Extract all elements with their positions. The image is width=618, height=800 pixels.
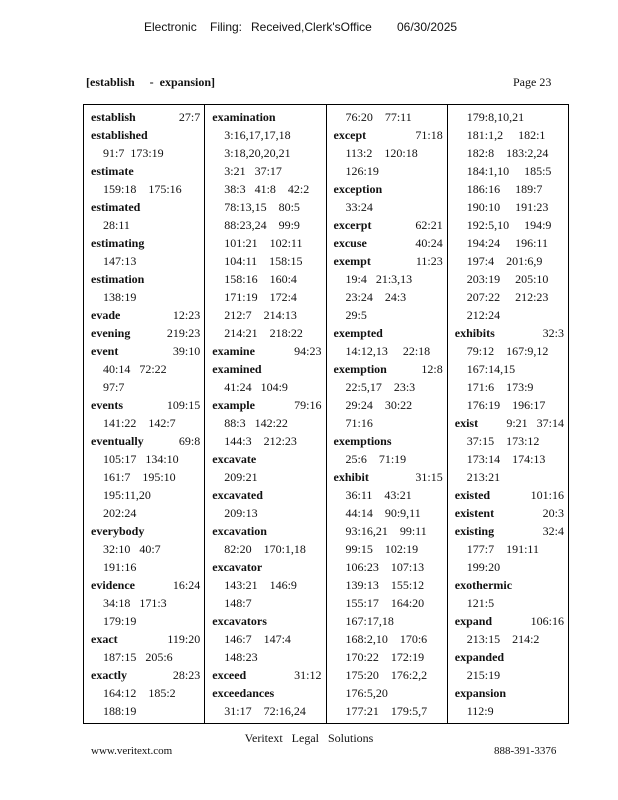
index-locator: 182:8 183:2,24 (466, 146, 549, 160)
index-locator: 19:4 21:3,13 (345, 272, 413, 286)
index-term: exempt (333, 254, 371, 268)
index-entry (91, 630, 200, 648)
index-locator: 213:15 214:2 (466, 632, 540, 646)
index-locator: 3:18,20,20,21 (224, 146, 291, 160)
index-locator: 12:8 (421, 362, 443, 376)
index-locator: 105:17 134:10 (103, 452, 179, 466)
index-locator: 104:11 158:15 (224, 254, 303, 268)
index-term: exactly (91, 668, 127, 682)
index-locator: 106:16 (530, 614, 564, 628)
index-locator: 91:7 173:19 (103, 146, 164, 160)
index-locator: 71:16 (345, 416, 373, 430)
index-locator: 9:21 37:14 (506, 416, 564, 430)
index-term: examine (212, 344, 255, 358)
index-term: estimation (91, 272, 145, 286)
index-term: excavation (212, 524, 267, 538)
index-locator: 176:5,20 (345, 686, 388, 700)
index-term: existing (454, 524, 495, 538)
page-number: Page 23 (513, 75, 552, 89)
index-locator: 148:7 (224, 596, 252, 610)
index-locator: 93:16,21 99:11 (345, 524, 427, 538)
index-locator: 79:16 (294, 398, 322, 412)
index-locator: 177:21 179:5,7 (345, 704, 428, 718)
index-locator: 138:19 (103, 290, 137, 304)
index-locator: 209:13 (224, 506, 258, 520)
index-entry (334, 216, 443, 234)
index-locator: 29:5 (345, 308, 367, 322)
index-term: excavators (212, 614, 267, 628)
stamp-received: Received,Clerk'sOffice (251, 20, 372, 34)
index-locator: 22:5,17 23:3 (345, 380, 416, 394)
index-locator: 31:15 (415, 470, 443, 484)
index-term: exempted (333, 326, 383, 340)
index-locator: 3:21 37:17 (224, 164, 282, 178)
index-locator: 164:12 185:2 (103, 686, 176, 700)
index-term: evening (91, 326, 131, 340)
index-locator: 101:16 (530, 488, 564, 502)
index-locator: 97:7 (103, 380, 125, 394)
index-locator: 88:3 142:22 (224, 416, 288, 430)
index-term: excavator (212, 560, 263, 574)
index-locator: 147:13 (103, 254, 137, 268)
index-locator: 78:13,15 80:5 (224, 200, 300, 214)
stamp-date: 06/30/2025 (397, 20, 458, 34)
index-locator: 88:23,24 99:9 (224, 218, 300, 232)
index-column-1 (84, 105, 205, 723)
index-locator: 69:8 (178, 434, 201, 448)
index-entry (91, 396, 200, 414)
index-term: estimated (91, 200, 141, 214)
index-locator: 62:21 (415, 218, 443, 232)
index-locator: 20:3 (542, 506, 564, 520)
stamp-electronic: Electronic (144, 20, 197, 34)
index-term: establish (91, 110, 136, 124)
index-locator: 171:19 172:4 (224, 290, 297, 304)
index-locator: 179:8,10,21 (466, 110, 525, 124)
index-locator: 29:24 30:22 (345, 398, 413, 412)
index-term: expansion (454, 686, 507, 700)
index-term: evidence (91, 578, 135, 592)
index-entry (334, 468, 443, 486)
index-term: exemption (333, 362, 387, 376)
index-locator: 113:2 120:18 (345, 146, 418, 160)
index-entry (91, 342, 200, 360)
index-locator: 168:2,10 170:6 (345, 632, 428, 646)
index-locator: 76:20 77:11 (345, 110, 412, 124)
index-locator: 177:7 191:11 (466, 542, 539, 556)
index-locator: 213:21 (466, 470, 501, 484)
index-locator: 31:17 72:16,24 (224, 704, 306, 718)
index-locator: 214:21 218:22 (224, 326, 303, 340)
index-locator: 36:11 43:21 (345, 488, 412, 502)
stamp-filing: Filing: (210, 20, 243, 34)
index-locator: 209:21 (224, 470, 258, 484)
index-locator: 199:20 (466, 560, 501, 574)
index-term: event (91, 344, 119, 358)
footer-website: www.veritext.com (91, 745, 173, 757)
index-locator: 38:3 41:8 42:2 (224, 182, 310, 196)
index-term: example (212, 398, 255, 412)
index-locator: 101:21 102:11 (224, 236, 303, 250)
index-term: established (91, 128, 148, 142)
index-locator: 25:6 71:19 (345, 452, 407, 466)
index-locator: 155:17 164:20 (345, 596, 425, 610)
index-entry (91, 576, 200, 594)
index-locator: 34:18 171:3 (103, 596, 167, 610)
index-locator: 27:7 (178, 110, 201, 124)
index-locator: 186:16 189:7 (466, 182, 543, 196)
index-locator: 144:3 212:23 (224, 434, 297, 448)
index-locator: 41:24 104:9 (224, 380, 288, 394)
index-locator: 158:16 160:4 (224, 272, 297, 286)
index-term: exceedances (212, 686, 275, 700)
index-entry (455, 612, 564, 630)
index-entry (455, 324, 564, 342)
index-locator: 202:24 (103, 506, 137, 520)
index-entry (91, 666, 200, 684)
index-term: exist (454, 416, 479, 430)
index-locator: 212:24 (466, 308, 501, 322)
index-locator: 12:23 (172, 308, 201, 322)
index-locator: 139:13 155:12 (345, 578, 425, 592)
index-locator: 148:23 (224, 650, 258, 664)
index-locator: 71:18 (415, 128, 443, 142)
footer-phone: 888-391-3376 (494, 745, 557, 757)
index-locator: 215:19 (466, 668, 501, 682)
index-locator: 181:1,2 182:1 (466, 128, 546, 142)
index-locator: 173:14 174:13 (466, 452, 546, 466)
index-term: exhibit (333, 470, 369, 484)
index-entry (455, 414, 564, 432)
index-range: [establish - expansion] (86, 75, 216, 89)
index-entry (334, 126, 443, 144)
footer-company: Veritext Legal Solutions (244, 731, 374, 745)
index-locator: 40:14 72:22 (103, 362, 167, 376)
index-locator: 99:15 102:19 (345, 542, 419, 556)
index-term: eventually (91, 434, 144, 448)
index-locator: 23:24 24:3 (345, 290, 407, 304)
index-locator: 32:4 (542, 524, 564, 538)
index-term: estimate (91, 164, 134, 178)
index-locator: 11:23 (415, 254, 443, 268)
index-locator: 3:16,17,17,18 (224, 128, 291, 142)
index-term: existed (454, 488, 491, 502)
index-entry (334, 234, 443, 252)
index-locator: 33:24 (345, 200, 373, 214)
index-locator: 179:19 (103, 614, 137, 628)
index-entry (334, 252, 443, 270)
index-locator: 167:17,18 (345, 614, 394, 628)
index-locator: 32:10 40:7 (103, 542, 161, 556)
index-term: exothermic (454, 578, 513, 592)
index-locator: 119:20 (167, 632, 201, 646)
index-locator: 219:23 (166, 326, 201, 340)
index-locator: 40:24 (415, 236, 443, 250)
index-locator: 16:24 (172, 578, 201, 592)
index-locator: 188:19 (103, 704, 137, 718)
index-term: events (91, 398, 123, 412)
index-locator: 32:3 (542, 326, 564, 340)
index-locator: 175:20 176:2,2 (345, 668, 428, 682)
index-locator: 171:6 173:9 (466, 380, 534, 394)
index-term: excerpt (333, 218, 372, 232)
index-locator: 203:19 205:10 (466, 272, 549, 286)
index-locator: 194:24 196:11 (466, 236, 548, 250)
index-entry (212, 342, 321, 360)
index-locator: 207:22 212:23 (466, 290, 549, 304)
index-locator: 191:16 (103, 560, 137, 574)
index-term: expanded (454, 650, 505, 664)
index-locator: 82:20 170:1,18 (224, 542, 306, 556)
index-locator: 39:10 (172, 344, 201, 358)
index-locator: 44:14 90:9,11 (345, 506, 421, 520)
index-locator: 79:12 167:9,12 (466, 344, 549, 358)
index-locator: 143:21 146:9 (224, 578, 297, 592)
index-column-3 (327, 105, 448, 723)
index-term: excuse (333, 236, 367, 250)
index-entry (91, 108, 200, 126)
index-locator: 176:19 196:17 (466, 398, 546, 412)
index-locator: 126:19 (345, 164, 379, 178)
index-term: exhibits (454, 326, 495, 340)
index-locator: 94:23 (294, 344, 322, 358)
index-column-4 (448, 105, 568, 723)
index-term: exceed (212, 668, 247, 682)
index-entry (91, 432, 200, 450)
index-locator: 121:5 (466, 596, 495, 610)
index-term: exception (333, 182, 383, 196)
index-term: expand (454, 614, 493, 628)
index-term: exemptions (333, 434, 392, 448)
index-locator: 141:22 142:7 (103, 416, 176, 430)
index-locator: 184:1,10 185:5 (466, 164, 552, 178)
index-term: exact (91, 632, 118, 646)
index-locator: 112:9 (466, 704, 494, 718)
index-locator: 195:11,20 (103, 488, 151, 502)
index-term: existent (454, 506, 495, 520)
index-term: examination (212, 110, 276, 124)
index-term: everybody (91, 524, 145, 538)
index-locator: 190:10 191:23 (466, 200, 549, 214)
index-locator: 37:15 173:12 (466, 434, 540, 448)
index-locator: 167:14,15 (466, 362, 516, 376)
index-entry (455, 522, 564, 540)
index-entry (212, 666, 321, 684)
index-entry (91, 306, 200, 324)
index-entry (91, 324, 200, 342)
index-term: estimating (91, 236, 145, 250)
index-locator: 192:5,10 194:9 (466, 218, 552, 232)
index-locator: 28:11 (103, 218, 130, 232)
index-term: except (333, 128, 367, 142)
index-locator: 146:7 147:4 (224, 632, 291, 646)
index-locator: 187:15 205:6 (103, 650, 173, 664)
index-entry (334, 360, 443, 378)
index-locator: 212:7 214:13 (224, 308, 297, 322)
index-term: excavate (212, 452, 257, 466)
index-term: examined (212, 362, 262, 376)
index-term: excavated (212, 488, 263, 502)
index-locator: 14:12,13 22:18 (345, 344, 431, 358)
index-locator: 28:23 (172, 668, 201, 682)
index-entry (455, 486, 564, 504)
index-locator: 159:18 175:16 (103, 182, 182, 196)
index-term: evade (91, 308, 121, 322)
index-entry (455, 504, 564, 522)
word-index-table (83, 104, 569, 724)
index-entry (212, 396, 321, 414)
index-locator: 31:12 (294, 668, 322, 682)
index-locator: 170:22 172:19 (345, 650, 425, 664)
index-locator: 109:15 (166, 398, 201, 412)
index-column-2 (205, 105, 326, 723)
index-locator: 161:7 195:10 (103, 470, 176, 484)
index-locator: 197:4 201:6,9 (466, 254, 543, 268)
index-locator: 106:23 107:13 (345, 560, 425, 574)
